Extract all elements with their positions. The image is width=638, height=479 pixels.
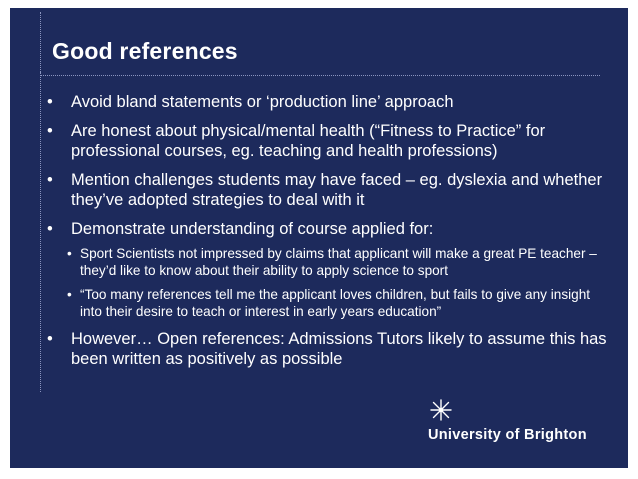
bullet-item bbox=[42, 92, 612, 112]
university-name: University of Brighton bbox=[428, 427, 587, 443]
bullet-marker: • bbox=[47, 93, 53, 111]
dotted-left-rule-top bbox=[40, 12, 41, 72]
sub-bullet-text: “Too many references tell me the applicant loves children, but fails to give any insight into their desire to teach or interest in early years education” bbox=[80, 287, 591, 319]
slide-title: Good references bbox=[52, 38, 238, 64]
dotted-left-rule bbox=[40, 72, 41, 392]
bullet-marker: • bbox=[47, 122, 53, 140]
bullet-list bbox=[42, 92, 612, 378]
slide bbox=[10, 8, 628, 468]
bullet-text: Mention challenges students may have faced – eg. dyslexia and whether they’ve adopted strategies to deal with it bbox=[71, 171, 603, 209]
bullet-item bbox=[42, 170, 612, 210]
bullet-item bbox=[42, 121, 612, 161]
sub-bullet-item bbox=[42, 286, 612, 320]
bullet-marker: • bbox=[47, 330, 53, 348]
bullet-marker: • bbox=[47, 171, 53, 189]
bullet-item bbox=[42, 219, 612, 239]
bullet-marker: • bbox=[47, 220, 53, 238]
dotted-title-rule bbox=[40, 75, 600, 76]
bullet-text: Avoid bland statements or ‘production line’ approach bbox=[71, 93, 454, 111]
bullet-text: Are honest about physical/mental health (“Fitness to Practice” for professional courses, eg. teaching and health professions) bbox=[71, 122, 546, 160]
star-burst-icon bbox=[430, 399, 452, 421]
bullet-text: However… Open references: Admissions Tutors likely to assume this has been written as positively as possible bbox=[71, 330, 607, 368]
bullet-text: Demonstrate understanding of course applied for: bbox=[71, 220, 434, 238]
university-logo bbox=[428, 399, 608, 449]
bullet-item bbox=[42, 329, 612, 369]
sub-bullet-marker: • bbox=[67, 287, 72, 302]
sub-bullet-marker: • bbox=[67, 246, 72, 261]
sub-bullet-text: Sport Scientists not impressed by claims that applicant will make a great PE teacher – they’d like to know about their ability to apply science to sport bbox=[80, 246, 597, 278]
sub-bullet-item bbox=[42, 245, 612, 279]
